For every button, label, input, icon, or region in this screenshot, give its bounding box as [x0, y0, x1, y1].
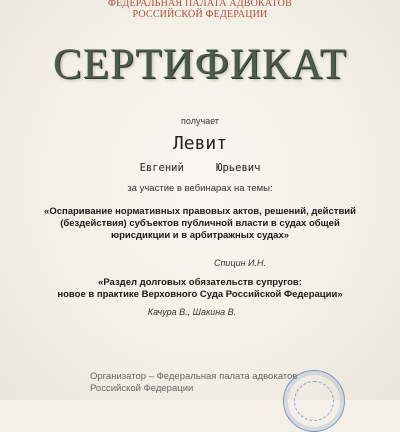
- issuer-line-1: ФЕДЕРАЛЬНАЯ ПАЛАТА АДВОКАТОВ: [108, 0, 292, 9]
- topic-2-line-1: «Раздел долговых обязательств супругов:: [98, 277, 302, 288]
- topic-1-line-3: юрисдикции и в арбитражных судах»: [110, 230, 290, 241]
- issuer-line-2: РОССИЙСКОЙ ФЕДЕРАЦИИ: [132, 9, 268, 20]
- webinar-topic-1: [0, 206, 400, 242]
- topic-2-line-2: новое в практике Верховного Суда Российской Федерации»: [57, 289, 343, 300]
- recipient-surname: Левит: [172, 133, 228, 154]
- webinar-intro: за участие в вебинарах на темы:: [127, 183, 273, 194]
- speaker-2: Качура В., Шакина В.: [147, 307, 237, 317]
- certificate-title: СЕРТИФИКАТ: [53, 41, 347, 88]
- issuer-header: [0, 0, 400, 20]
- organizer-line-2: Российской Федерации: [90, 383, 194, 394]
- speaker-1: Спицин И.Н.: [213, 258, 266, 268]
- official-seal-stamp: [283, 370, 345, 432]
- recipient-name-line: [0, 162, 400, 174]
- recipient-patronymic: Юрьевич: [216, 162, 261, 174]
- seal-inner-ring: [294, 381, 334, 421]
- recipient-first-name: Евгений: [139, 162, 184, 174]
- organizer-line-1: Организатор – Федеральная палата адвокатов: [90, 371, 298, 382]
- webinar-topic-2: [0, 277, 400, 301]
- receives-label: получает: [181, 116, 219, 126]
- topic-1-line-2: (бездействия) субъектов публичной власти в судах общей: [60, 218, 340, 229]
- organizer-block: [90, 371, 297, 395]
- topic-1-line-1: «Оспаривание нормативных правовых актов, решений, действий: [44, 206, 356, 217]
